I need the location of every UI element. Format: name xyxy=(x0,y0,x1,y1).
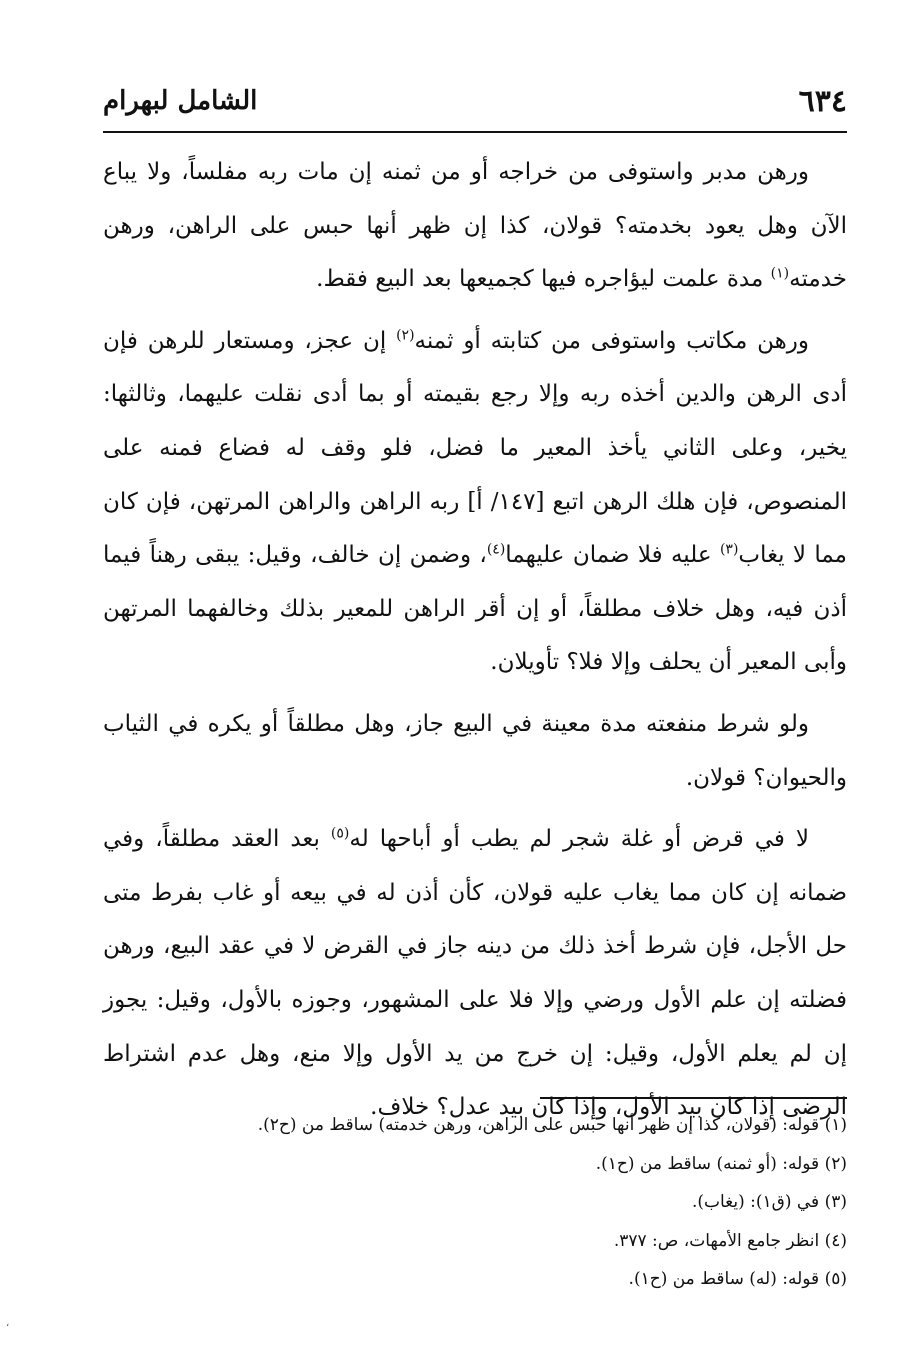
paragraph-2 xyxy=(103,315,847,690)
footnotes xyxy=(103,1106,847,1299)
paragraph-1-text-a: ورهن مدبر واستوفى من خراجه أو من ثمنه إن مات ربه مفلساً، ولا يباع الآن وهل يعود بخدمته؟ قولان، كذا إن ظهر أنها حبس على الراهن، ورهن خدمته xyxy=(103,159,847,293)
page-number: ٦٣٤ xyxy=(798,84,847,119)
paragraph-3 xyxy=(103,698,847,805)
footnote-divider xyxy=(540,1097,847,1099)
header-divider xyxy=(103,131,847,133)
footnote-3: (٣) في (ق١): (يغاب). xyxy=(691,1192,847,1213)
footnote-ref-5: (٥) xyxy=(330,825,350,842)
paragraph-2-text-d: ، وضمن إن خالف، وقيل: يبقى رهناً فيما أذن فيه، وهل خلاف مطلقاً، أو إن أقر الراهن للمعير بذلك وخالفهما المرتهن وأبى المعير أن يحلف وإلا فلا؟ تأويلان. xyxy=(103,542,847,676)
paragraph-3-text: ولو شرط منفعته مدة معينة في البيع جاز، وهل مطلقاً أو يكره في الثياب والحيوان؟ قولان. xyxy=(103,710,847,791)
running-title: الشامل لبهرام xyxy=(103,86,258,116)
paragraph-1-text-b: مدة علمت ليؤاجره فيها كجميعها بعد البيع فقط. xyxy=(316,266,771,293)
paragraph-2-text-b: إن عجز، ومستعار للرهن فإن أدى الرهن والدين أخذه ربه وإلا رجع بقيمته أو بما أدى نقلت عليهما، وثالثها: يخير، وعلى الثاني يأخذ المعير ما فضل، فلو وقف له فضاع فمنه على المنصوص، فإن هلك الرهن اتبع [١٤٧/ أ] ربه الراهن والراهن المرتهن، فإن كان مما لا يغاب xyxy=(103,327,847,569)
margin-mark: ، xyxy=(6,1318,10,1329)
footnote-5: (٥) قوله: (له) ساقط من (ح١). xyxy=(628,1269,847,1290)
footnote-ref-1: (١) xyxy=(770,265,790,282)
page-header xyxy=(103,84,847,124)
paragraph-2-text-c: عليه فلا ضمان عليهما xyxy=(505,542,720,569)
paragraph-4-text-a: لا في قرض أو غلة شجر لم يطب أو أباحها له xyxy=(349,826,810,853)
footnote-2: (٢) قوله: (أو ثمنه) ساقط من (ح١). xyxy=(595,1153,847,1174)
paragraph-4-text-b: بعد العقد مطلقاً، وفي ضمانه إن كان مما يغاب عليه قولان، كأن أذن له في بيعه أو غاب بفرط متى حل الأجل، فإن شرط أخذ ذلك من دينه جاز في القرض لا في عقد البيع، ورهن فضلته إن علم الأول ورضي وإلا فلا على المشهور، وجوزه بالأول، وقيل: يجوز إن لم يعلم الأول، وقيل: إن خرج من يد الأول وإلا منع، وهل عدم اشتراط الرضى إذا كان بيد الأول، وإذا كان بيد عدل؟ خلاف. xyxy=(103,826,847,1121)
footnote-ref-2: (٢) xyxy=(396,327,415,344)
footnote-1: (١) قوله: (قولان، كذا إن ظهر أنها حبس على الراهن، ورهن خدمته) ساقط من (ح٢). xyxy=(257,1115,847,1135)
footnote-ref-4: (٤) xyxy=(486,541,506,558)
paragraph-4 xyxy=(103,813,847,1135)
paragraph-2-text-a: ورهن مكاتب واستوفى من كتابته أو ثمنه xyxy=(414,327,809,354)
footnote-4: (٤) انظر جامع الأمهات، ص: ٣٧٧. xyxy=(613,1230,847,1251)
main-text xyxy=(103,146,847,1135)
footnote-ref-3: (٣) xyxy=(719,541,739,558)
paragraph-1 xyxy=(103,146,847,307)
